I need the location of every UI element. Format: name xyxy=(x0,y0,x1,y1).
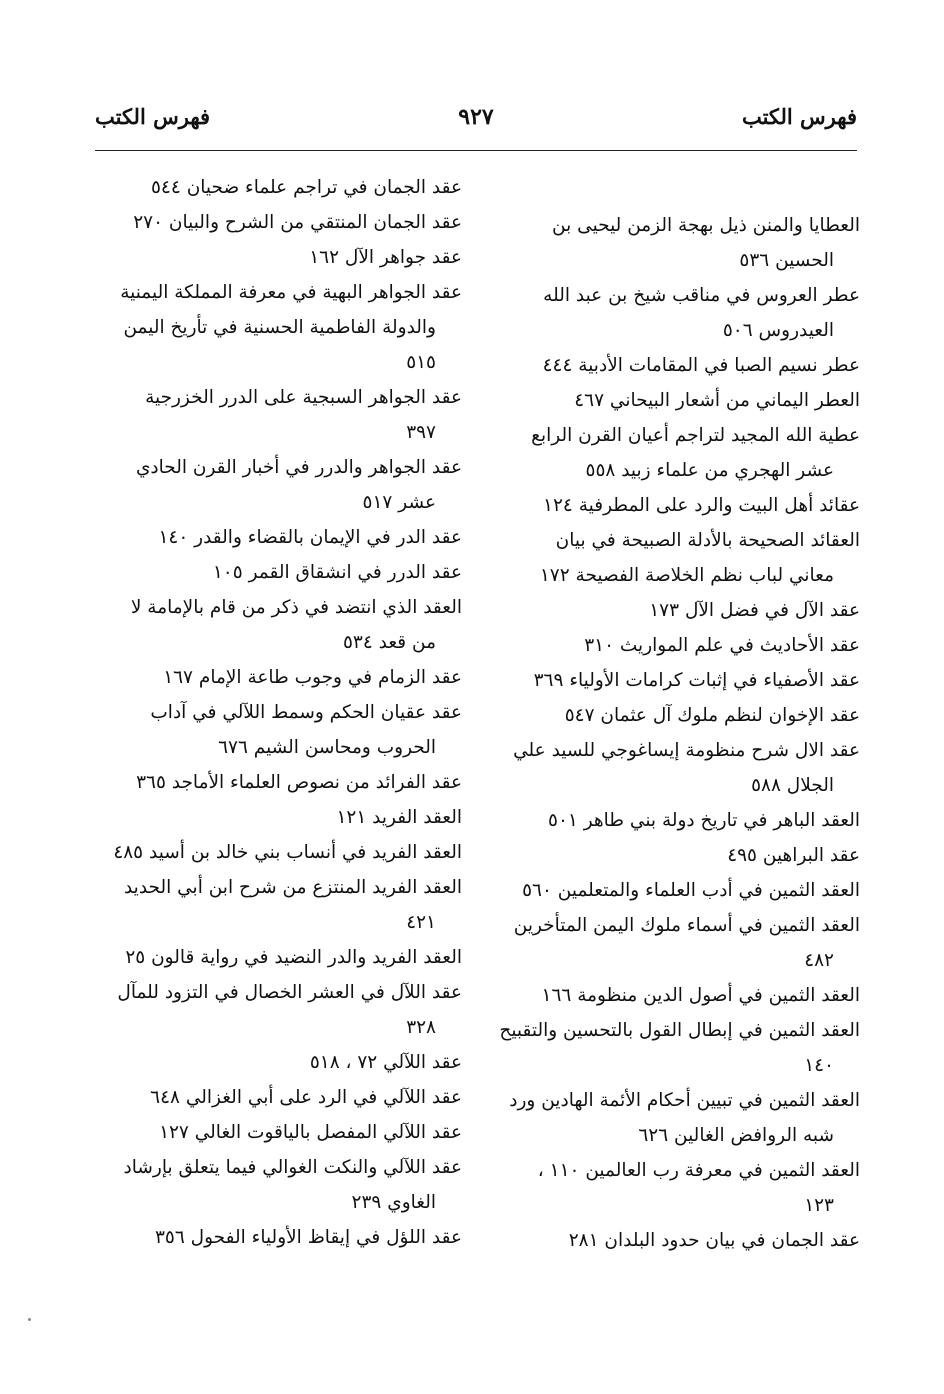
page-header xyxy=(95,104,857,144)
entry-title: عقد الإخوان لنظم ملوك آل عثمان ٥٤٧ xyxy=(564,705,860,726)
index-entry xyxy=(82,520,462,555)
index-entry xyxy=(82,240,462,275)
entry-title: العقد الفريد والدر النضيد في رواية قالون ٢٥ xyxy=(125,947,462,968)
entry-title: عقد اللآل في العشر الخصال في التزود للمآل xyxy=(117,982,462,1003)
entry-continuation: ١٤٠ xyxy=(804,1055,834,1076)
index-entry xyxy=(484,838,860,873)
entry-continuation: عشر الهجري من علماء زبيد ٥٥٨ xyxy=(585,460,834,481)
entry-continuation: الحسين ٥٣٦ xyxy=(739,250,834,271)
entry-title: عقد الأحاديث في علم المواريث ٣١٠ xyxy=(584,635,860,656)
entry-continuation: ٤٨٢ xyxy=(804,950,834,971)
entry-title: عقد الدر في الإيمان بالقضاء والقدر ١٤٠ xyxy=(158,527,462,548)
index-entry xyxy=(484,1223,860,1258)
index-entry xyxy=(82,450,462,520)
index-entry xyxy=(484,698,860,733)
index-entry xyxy=(82,555,462,590)
index-entry xyxy=(484,593,860,628)
entry-title: العقد الفريد المنتزع من شرح ابن أبي الحديد xyxy=(123,877,462,898)
entry-title: العقد الثمين في أصول الدين منظومة ١٦٦ xyxy=(541,985,860,1006)
entry-title: عقد اللآلي في الرد على أبي الغزالي ٦٤٨ xyxy=(150,1087,462,1108)
index-entry xyxy=(82,205,462,240)
entry-title: عقد اللآلي والنكت الغوالي فيما يتعلق بإرشاد xyxy=(123,1157,462,1178)
entry-title: عقائد أهل البيت والرد على المطرفية ١٢٤ xyxy=(543,495,860,516)
entry-continuation: الغاوي ٢٣٩ xyxy=(351,1192,436,1213)
index-entry xyxy=(82,1045,462,1080)
index-entry xyxy=(484,873,860,908)
entry-continuation: ٤٢١ xyxy=(406,912,436,933)
index-entry xyxy=(82,835,462,870)
scan-speck xyxy=(28,1318,31,1321)
index-entry xyxy=(82,975,462,1045)
entry-title: عقد الدرر في انشقاق القمر ١٠٥ xyxy=(212,562,462,583)
index-entry xyxy=(82,660,462,695)
running-title-left: فهرس الكتب xyxy=(95,104,211,129)
entry-title: العقد الثمين في معرفة رب العالمين ١١٠ ، xyxy=(537,1160,860,1181)
entry-title: عطر نسيم الصبا في المقامات الأدبية ٤٤٤ xyxy=(542,355,860,376)
entry-title: عقد الجمان المنتقي من الشرح والبيان ٢٧٠ xyxy=(133,212,462,233)
entry-title: عقد الجمان في بيان حدود البلدان ٢٨١ xyxy=(568,1230,860,1251)
index-entry xyxy=(484,908,860,978)
index-column-left xyxy=(82,170,462,1255)
entry-title: العقد الفريد ١٢١ xyxy=(336,807,462,828)
entry-title: عقد اللؤل في إيقاظ الأولياء الفحول ٣٥٦ xyxy=(154,1227,462,1248)
header-rule xyxy=(95,150,857,151)
entry-continuation: الجلال ٥٨٨ xyxy=(751,775,834,796)
running-title-right: فهرس الكتب xyxy=(741,104,857,129)
index-entry xyxy=(82,870,462,940)
entry-title: العقد الباهر في تاريخ دولة بني طاهر ٥٠١ xyxy=(548,810,860,831)
index-entry xyxy=(484,663,860,698)
index-entry xyxy=(484,278,860,348)
page-number: ٩٢٧ xyxy=(458,104,494,130)
index-entry xyxy=(82,765,462,800)
index-entry xyxy=(484,1083,860,1153)
entry-title: عقد الزمام في وجوب طاعة الإمام ١٦٧ xyxy=(163,667,462,688)
entry-title: العقد الثمين في أسماء ملوك اليمن المتأخرين xyxy=(513,915,860,936)
index-entry xyxy=(82,170,462,205)
index-column-right xyxy=(484,208,860,1258)
entry-continuation: الحروب ومحاسن الشيم ٦٧٦ xyxy=(218,737,436,758)
entry-title: عقد الفرائد من نصوص العلماء الأماجد ٣٦٥ xyxy=(136,772,462,793)
index-entry xyxy=(484,418,860,488)
entry-title: عقد الجواهر السبجية على الدرر الخزرجية xyxy=(145,387,462,408)
entry-title: عقد الأصفياء في إثبات كرامات الأولياء ٣٦٩ xyxy=(533,670,860,691)
entry-continuation: العيدروس ٥٠٦ xyxy=(722,320,834,341)
entry-title: العقد الفريد في أنساب بني خالد بن أسيد ٤٨٥ xyxy=(113,842,462,863)
index-entry xyxy=(484,1153,860,1223)
entry-continuation: ١٢٣ xyxy=(804,1195,834,1216)
entry-title: عقد الجواهر البهية في معرفة المملكة اليمنية xyxy=(120,282,462,303)
entry-title: عقد اللآلي المفصل بالياقوت الغالي ١٢٧ xyxy=(159,1122,462,1143)
entry-continuation: شبه الروافض الغالين ٦٢٦ xyxy=(638,1125,834,1146)
entry-title: عقد الجمان في تراجم علماء ضحيان ٥٤٤ xyxy=(151,177,462,198)
index-entry xyxy=(484,978,860,1013)
entry-title: العطر اليماني من أشعار البيحاني ٤٦٧ xyxy=(574,390,860,411)
entry-continuation: معاني لباب نظم الخلاصة الفصيحة ١٧٢ xyxy=(539,565,834,586)
index-entry xyxy=(82,380,462,450)
entry-continuation: من قعد ٥٣٤ xyxy=(342,632,436,653)
entry-title: عقد الآل في فضل الآل ١٧٣ xyxy=(649,600,860,621)
index-entry xyxy=(484,208,860,278)
entry-continuation: والدولة الفاطمية الحسنية في تأريخ اليمن xyxy=(123,317,436,338)
index-entry xyxy=(484,523,860,593)
entry-title: عقد الال شرح منظومة إيساغوجي للسيد علي xyxy=(513,740,860,761)
entry-continuation: ٣٩٧ xyxy=(406,422,436,443)
entry-title: العقد الثمين في تبيين أحكام الأئمة الهادين ورد xyxy=(509,1090,860,1111)
entry-title: عقد عقيان الحكم وسمط اللآلي في آداب xyxy=(150,702,462,723)
index-entry xyxy=(484,628,860,663)
entry-title: عطية الله المجيد لتراجم أعيان القرن الرابع xyxy=(531,425,860,446)
entry-continuation: ٣٢٨ xyxy=(406,1017,436,1038)
index-entry xyxy=(82,590,462,660)
index-entry xyxy=(82,1115,462,1150)
entry-title: العقد الثمين في أدب العلماء والمتعلمين ٥٦٠ xyxy=(522,880,860,901)
index-entry xyxy=(82,275,462,380)
index-entry xyxy=(484,348,860,383)
index-entry xyxy=(484,1013,860,1083)
entry-continuation: ٥١٥ xyxy=(406,352,436,373)
index-entry xyxy=(484,733,860,803)
entry-title: العقائد الصحيحة بالأدلة الصبيحة في بيان xyxy=(555,530,860,551)
index-entry xyxy=(484,803,860,838)
entry-title: عقد اللآلي ٧٢ ، ٥١٨ xyxy=(309,1052,462,1073)
entry-title: العقد الثمين في إبطال القول بالتحسين والتقبيح xyxy=(499,1020,860,1041)
index-entry xyxy=(82,695,462,765)
entry-title: عقد الجواهر والدرر في أخبار القرن الحادي xyxy=(135,457,462,478)
index-entry xyxy=(82,800,462,835)
entry-title: العقد الذي انتضد في ذكر من قام بالإمامة لا xyxy=(130,597,462,618)
entry-continuation: عشر ٥١٧ xyxy=(362,492,436,513)
index-entry xyxy=(82,940,462,975)
index-entry xyxy=(82,1150,462,1220)
index-entry xyxy=(82,1080,462,1115)
index-entry xyxy=(484,488,860,523)
entry-title: عطر العروس في مناقب شيخ بن عبد الله xyxy=(543,285,860,306)
entry-title: عقد جواهر الآل ١٦٢ xyxy=(309,247,462,268)
index-entry xyxy=(82,1220,462,1255)
index-entry xyxy=(484,383,860,418)
entry-title: العطايا والمنن ذيل بهجة الزمن ليحيى بن xyxy=(552,215,860,236)
entry-title: عقد البراهين ٤٩٥ xyxy=(727,845,860,866)
